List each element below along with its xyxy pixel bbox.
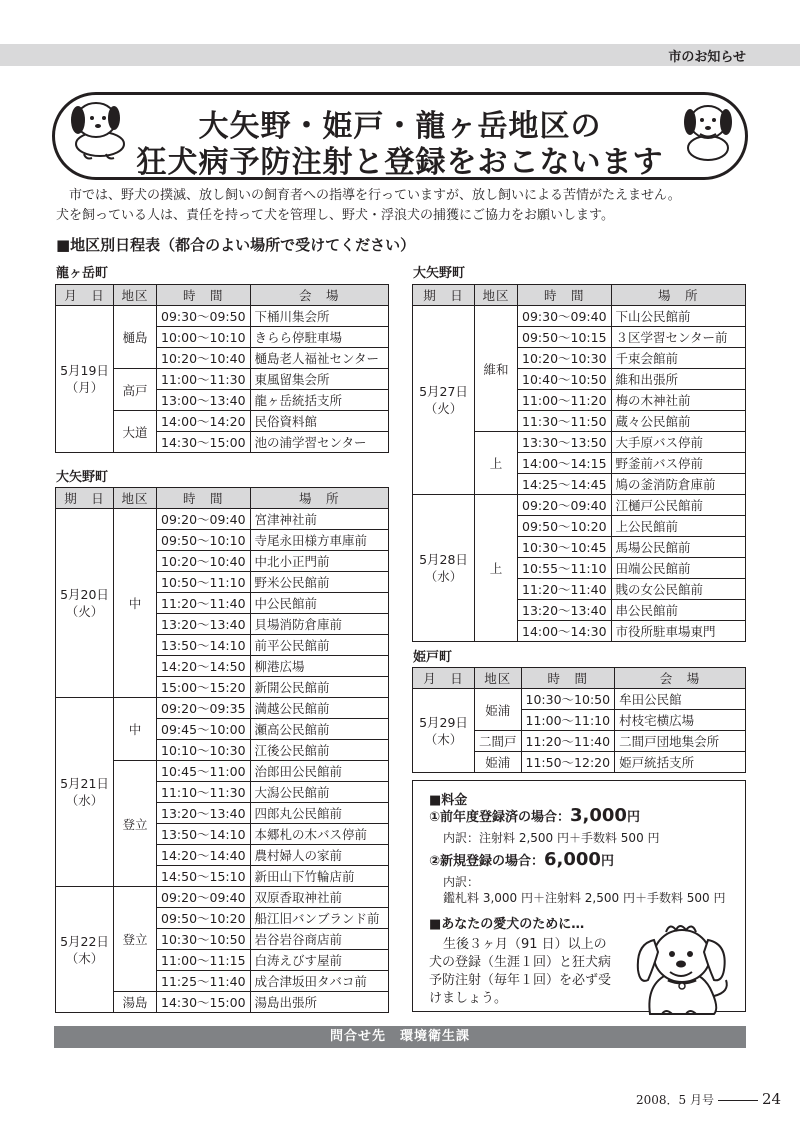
place-cell: 治郎田公民館前 <box>250 761 388 782</box>
dog-care-text-line: けましょう。 <box>429 991 508 1006</box>
place-cell: 宮津神社前 <box>250 509 388 530</box>
schedule-table-oyano-right <box>412 284 746 642</box>
time-cell: 10:55～11:10 <box>518 558 612 579</box>
place-cell: 市役所駐車場東門 <box>611 621 745 642</box>
place-cell: 中北小正門前 <box>250 551 388 572</box>
place-cell: 野米公民館前 <box>250 572 388 593</box>
area-cell: 上 <box>475 495 518 642</box>
time-cell: 10:40～10:50 <box>518 369 612 390</box>
time-cell: 13:50～14:10 <box>157 824 251 845</box>
column-header: 時 間 <box>518 285 612 306</box>
town-label-ryugatake: 龍ヶ岳町 <box>56 266 109 281</box>
place-cell: 馬場公民館前 <box>611 537 745 558</box>
time-cell: 14:30～15:00 <box>157 432 251 453</box>
time-cell: 10:30～10:50 <box>521 689 615 710</box>
place-cell: 下山公民館前 <box>611 306 745 327</box>
puppy-illustration-right <box>676 98 742 164</box>
area-cell: 維和 <box>475 306 518 432</box>
column-header: 月 日 <box>56 285 114 306</box>
place-cell: 串公民館前 <box>611 600 745 621</box>
area-cell: 高戸 <box>114 369 157 411</box>
contact-bar: 問合せ先 環境衛生課 <box>54 1026 746 1048</box>
time-cell: 11:20～11:40 <box>521 731 615 752</box>
place-cell: 樋島老人福祉センター <box>250 348 388 369</box>
table-header-row <box>56 488 389 509</box>
place-cell: 大潟公民館前 <box>250 782 388 803</box>
column-header: 場 所 <box>250 488 388 509</box>
table-row <box>56 887 389 908</box>
time-cell: 14:20～14:50 <box>157 656 251 677</box>
place-cell: 四郎丸公民館前 <box>250 803 388 824</box>
town-label-himedo: 姫戸町 <box>413 650 453 665</box>
place-cell: 牟田公民館 <box>615 689 746 710</box>
time-cell: 09:20～09:35 <box>157 698 251 719</box>
time-cell: 13:20～13:40 <box>157 803 251 824</box>
place-cell: 村枝宅横広場 <box>615 710 746 731</box>
place-cell: 岩谷岩谷商店前 <box>250 929 388 950</box>
place-cell: ３区学習センター前 <box>611 327 745 348</box>
place-cell: 本郷札の木バス停前 <box>250 824 388 845</box>
table-row <box>413 495 746 516</box>
schedule-heading: ■地区別日程表（都合のよい場所で受けてください） <box>56 236 416 254</box>
place-cell: 新田山下竹輪店前 <box>250 866 388 887</box>
area-cell: 登立 <box>114 761 157 887</box>
time-cell: 13:00～13:40 <box>157 390 251 411</box>
time-cell: 11:25～11:40 <box>157 971 251 992</box>
date-cell: 5月28日 （水） <box>413 495 475 642</box>
time-cell: 10:30～10:50 <box>157 929 251 950</box>
place-cell: 寺尾永田様方車庫前 <box>250 530 388 551</box>
date-cell: 5月19日 （月） <box>56 306 114 453</box>
date-cell: 5月27日 （火） <box>413 306 475 495</box>
time-cell: 13:20～13:40 <box>518 600 612 621</box>
table-row <box>56 509 389 530</box>
area-cell: 中 <box>114 698 157 761</box>
time-cell: 14:00～14:15 <box>518 453 612 474</box>
place-cell: 賎の女公民館前 <box>611 579 745 600</box>
dog-illustration <box>626 918 736 1018</box>
area-cell: 上 <box>475 432 518 495</box>
time-cell: 09:30～09:40 <box>518 306 612 327</box>
fee-item-1: ①前年度登録済の場合：3,000円 <box>429 805 640 826</box>
place-cell: 前平公民館前 <box>250 635 388 656</box>
table-header-row <box>413 285 746 306</box>
time-cell: 14:25～14:45 <box>518 474 612 495</box>
place-cell: 白涛えびす屋前 <box>250 950 388 971</box>
column-header: 地区 <box>114 488 157 509</box>
section-label: 市のお知らせ <box>668 50 746 65</box>
fee-item-2: ②新規登録の場合：6,000円 <box>429 849 614 870</box>
dog-care-text-line: 生後３ヶ月（91 日）以上の <box>443 937 607 952</box>
time-cell: 09:50～10:15 <box>518 327 612 348</box>
section-bar <box>0 44 800 66</box>
time-cell: 11:50～12:20 <box>521 752 615 773</box>
time-cell: 09:30～09:50 <box>157 306 251 327</box>
time-cell: 11:30～11:50 <box>518 411 612 432</box>
place-cell: 柳港広場 <box>250 656 388 677</box>
title-line-2: 狂犬病予防注射と登録をおこないます <box>136 145 664 180</box>
place-cell: 民俗資料館 <box>250 411 388 432</box>
date-cell: 5月20日 （火） <box>56 509 114 698</box>
time-cell: 13:50～14:10 <box>157 635 251 656</box>
time-cell: 09:45～10:00 <box>157 719 251 740</box>
area-cell: 湯島 <box>114 992 157 1013</box>
time-cell: 14:50～15:10 <box>157 866 251 887</box>
place-cell: 東風留集会所 <box>250 369 388 390</box>
area-cell: 中 <box>114 509 157 698</box>
place-cell: 満越公民館前 <box>250 698 388 719</box>
place-cell: 下桶川集会所 <box>250 306 388 327</box>
column-header: 期 日 <box>56 488 114 509</box>
column-header: 会 場 <box>250 285 388 306</box>
time-cell: 09:20～09:40 <box>518 495 612 516</box>
time-cell: 13:30～13:50 <box>518 432 612 453</box>
place-cell: 二間戸団地集会所 <box>615 731 746 752</box>
area-cell: 樋島 <box>114 306 157 369</box>
place-cell: 池の浦学習センター <box>250 432 388 453</box>
intro-paragraph-1: 市では、野犬の撲滅、放し飼いの飼育者への指導を行っていますが、放し飼いによる苦情がたえません。 <box>69 188 681 203</box>
column-header: 地区 <box>475 285 518 306</box>
date-cell: 5月29日 （木） <box>413 689 475 773</box>
table-header-row <box>413 668 746 689</box>
column-header: 時 間 <box>157 488 251 509</box>
issue-label: 2008．5 月号 <box>636 1093 714 1107</box>
table-row <box>413 689 746 710</box>
time-cell: 09:20～09:40 <box>157 887 251 908</box>
place-cell: 維和出張所 <box>611 369 745 390</box>
column-header: 期 日 <box>413 285 475 306</box>
place-cell: 貝場消防倉庫前 <box>250 614 388 635</box>
place-cell: 野釜前バス停前 <box>611 453 745 474</box>
time-cell: 11:00～11:10 <box>521 710 615 731</box>
area-cell: 大道 <box>114 411 157 453</box>
time-cell: 09:50～10:20 <box>157 908 251 929</box>
column-header: 地区 <box>475 668 522 689</box>
time-cell: 11:00～11:30 <box>157 369 251 390</box>
place-cell: 蔵々公民館前 <box>611 411 745 432</box>
area-cell: 姫浦 <box>475 689 522 731</box>
place-cell: 農村婦人の家前 <box>250 845 388 866</box>
place-cell: 上公民館前 <box>611 516 745 537</box>
time-cell: 10:10～10:30 <box>157 740 251 761</box>
fee-item-1-detail: 内訳：注射料 2,500 円＋手数料 500 円 <box>443 831 660 845</box>
area-cell: 登立 <box>114 887 157 992</box>
time-cell: 11:20～11:40 <box>518 579 612 600</box>
time-cell: 10:45～11:00 <box>157 761 251 782</box>
place-cell: 瀬高公民館前 <box>250 719 388 740</box>
place-cell: 大手原バス停前 <box>611 432 745 453</box>
time-cell: 14:30～15:00 <box>157 992 251 1013</box>
place-cell: 鳩の釜消防倉庫前 <box>611 474 745 495</box>
schedule-table-himedo <box>412 667 746 773</box>
time-cell: 09:20～09:40 <box>157 509 251 530</box>
schedule-table-oyano-left <box>55 487 389 1013</box>
area-cell: 姫浦 <box>475 752 522 773</box>
time-cell: 10:30～10:45 <box>518 537 612 558</box>
time-cell: 11:20～11:40 <box>157 593 251 614</box>
place-cell: 田端公民館前 <box>611 558 745 579</box>
time-cell: 14:00～14:30 <box>518 621 612 642</box>
title-line-1: 大矢野・姫戸・龍ヶ岳地区の <box>198 109 602 144</box>
fee-heading: ■料金 <box>429 793 468 808</box>
place-cell: 湯島出張所 <box>250 992 388 1013</box>
table-row <box>56 698 389 719</box>
column-header: 時 間 <box>521 668 615 689</box>
intro-text <box>56 186 756 226</box>
footer-rule <box>718 1100 758 1101</box>
fee-item-2-detail: 鑑札料 3,000 円＋注射料 2,500 円＋手数料 500 円 <box>443 891 726 905</box>
place-cell: 中公民館前 <box>250 593 388 614</box>
time-cell: 10:20～10:40 <box>157 551 251 572</box>
time-cell: 15:00～15:20 <box>157 677 251 698</box>
dog-care-text-line: 犬の登録（生涯１回）と狂犬病 <box>429 955 612 970</box>
place-cell: 双原香取神社前 <box>250 887 388 908</box>
time-cell: 10:00～10:10 <box>157 327 251 348</box>
date-cell: 5月22日 （木） <box>56 887 114 1013</box>
time-cell: 09:50～10:20 <box>518 516 612 537</box>
page-number: 24 <box>762 1090 782 1108</box>
place-cell: 江後公民館前 <box>250 740 388 761</box>
puppy-illustration-left <box>62 96 134 162</box>
place-cell: 成合津坂田タバコ前 <box>250 971 388 992</box>
place-cell: 梅の木神社前 <box>611 390 745 411</box>
time-cell: 13:20～13:40 <box>157 614 251 635</box>
place-cell: 龍ヶ岳統括支所 <box>250 390 388 411</box>
time-cell: 10:20～10:40 <box>157 348 251 369</box>
date-cell: 5月21日 （水） <box>56 698 114 887</box>
time-cell: 14:20～14:40 <box>157 845 251 866</box>
column-header: 月 日 <box>413 668 475 689</box>
time-cell: 10:20～10:30 <box>518 348 612 369</box>
time-cell: 14:00～14:20 <box>157 411 251 432</box>
time-cell: 11:10～11:30 <box>157 782 251 803</box>
table-row <box>413 306 746 327</box>
column-header: 場 所 <box>611 285 745 306</box>
place-cell: 新開公民館前 <box>250 677 388 698</box>
place-cell: きらら停駐車場 <box>250 327 388 348</box>
column-header: 時 間 <box>157 285 251 306</box>
dog-care-heading: ■あなたの愛犬のために… <box>429 917 585 932</box>
town-label-oyano-right: 大矢野町 <box>413 266 466 281</box>
place-cell: 船江旧バンブランド前 <box>250 908 388 929</box>
place-cell: 姫戸統括支所 <box>615 752 746 773</box>
town-label-oyano-left: 大矢野町 <box>56 470 109 485</box>
place-cell: 千束会館前 <box>611 348 745 369</box>
page-footer <box>636 1090 781 1108</box>
column-header: 会 場 <box>615 668 746 689</box>
schedule-table-ryugatake <box>55 284 389 453</box>
time-cell: 11:00～11:15 <box>157 950 251 971</box>
column-header: 地区 <box>114 285 157 306</box>
table-header-row <box>56 285 389 306</box>
dog-care-text-line: 予防注射（毎年１回）を必ず受 <box>429 973 612 988</box>
time-cell: 11:00～11:20 <box>518 390 612 411</box>
table-row <box>56 306 389 327</box>
time-cell: 10:50～11:10 <box>157 572 251 593</box>
place-cell: 江樋戸公民館前 <box>611 495 745 516</box>
fee-item-2-detail-head: 内訳： <box>443 875 480 889</box>
title-banner <box>52 92 748 180</box>
time-cell: 09:50～10:10 <box>157 530 251 551</box>
intro-paragraph-2: 犬を飼っている人は、責任を持って犬を管理し、野犬・浮浪犬の捕獲にご協力をお願いします。 <box>56 208 614 223</box>
area-cell: 二間戸 <box>475 731 522 752</box>
